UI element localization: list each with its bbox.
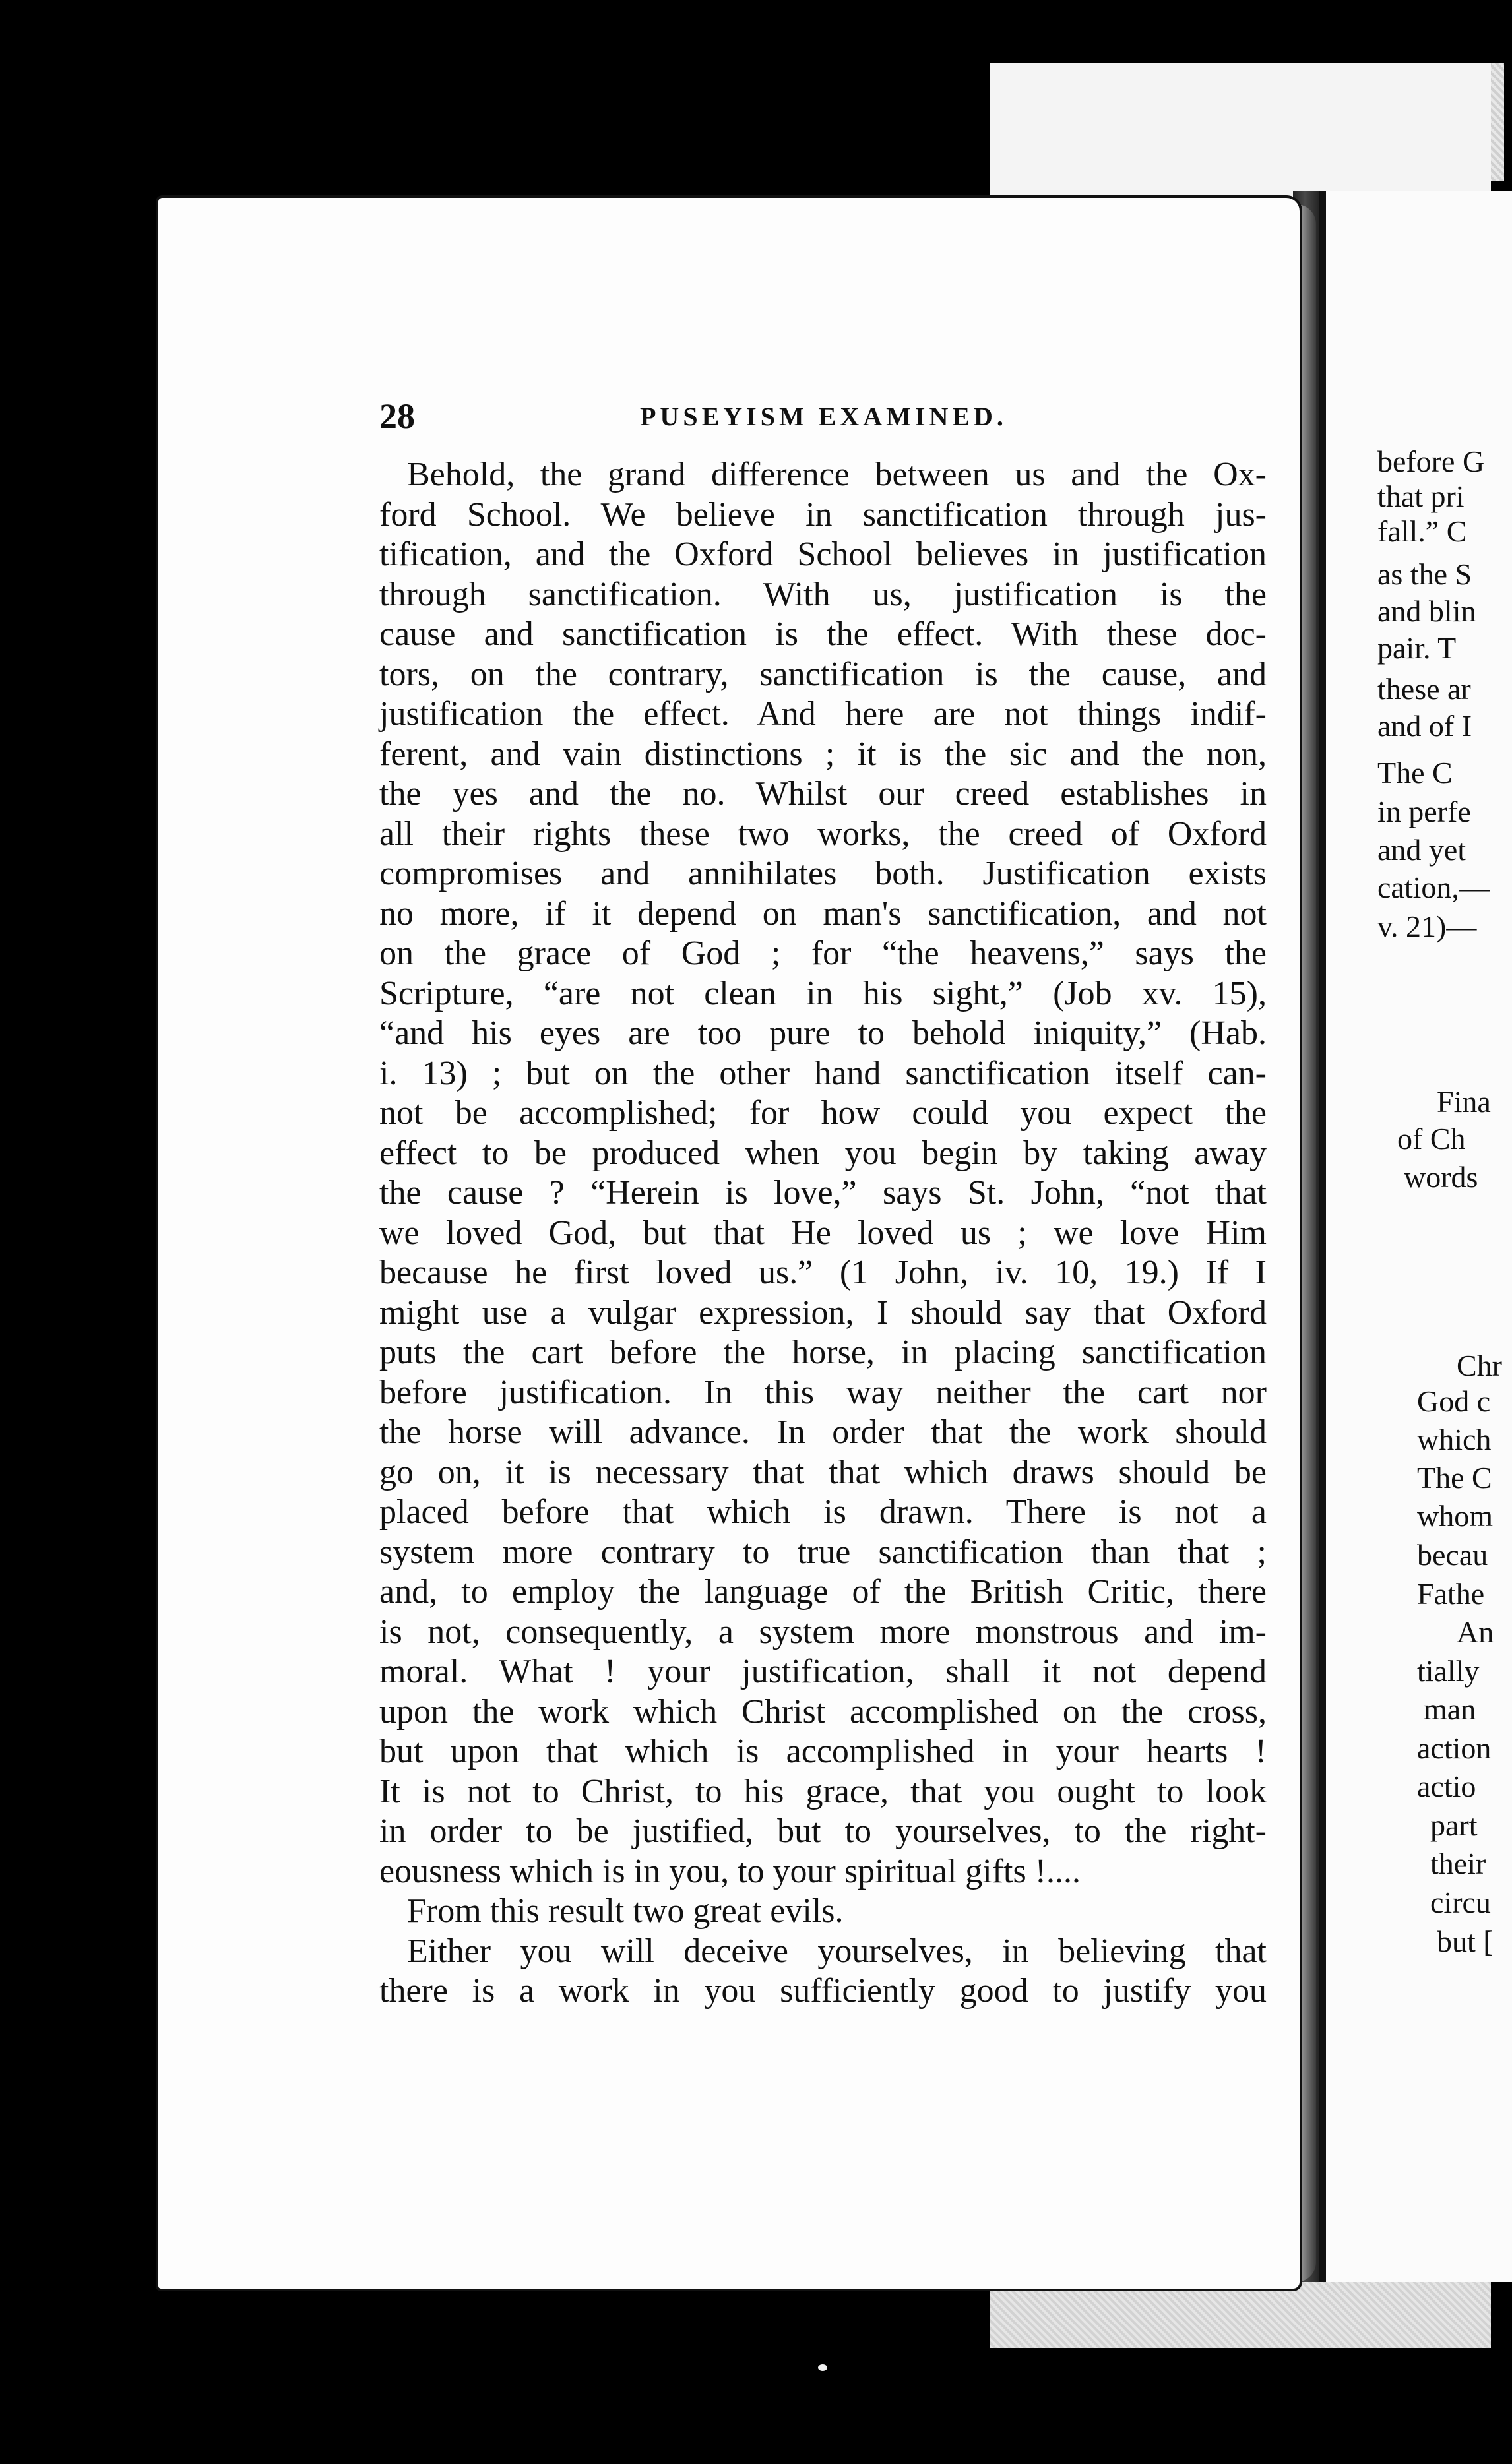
text-line: no more, if it depend on man's sanctification, and not [379, 894, 1267, 933]
running-head: PUSEYISM EXAMINED. [640, 402, 1007, 431]
facing-page-line: part [1430, 1808, 1478, 1842]
facing-page-line: these ar [1377, 672, 1471, 706]
text-line: but upon that which is accomplished in your hearts ! [379, 1733, 1267, 1770]
facing-page-line: their [1430, 1847, 1486, 1880]
facing-page-line: actio [1417, 1770, 1476, 1803]
facing-page-line: The C [1377, 756, 1453, 789]
text-line: ferent, and vain distinctions ; it is the sic and the non, [379, 735, 1267, 773]
facing-page-line: God c [1417, 1384, 1491, 1418]
text-line: system more contrary to true sanctification than that ; [379, 1533, 1267, 1571]
text-line: might use a vulgar expression, I should say that Oxford [379, 1293, 1267, 1332]
text-line: justification the effect. And here are not things indif- [379, 695, 1267, 733]
text-line: the horse will advance. In order that the work should [379, 1413, 1267, 1451]
facing-page-line: man [1424, 1692, 1476, 1726]
text-line: puts the cart before the horse, in placing sanctification [379, 1334, 1267, 1371]
scan-speck [818, 2364, 827, 2371]
facing-page-line: becau [1417, 1538, 1488, 1572]
facing-page-line: but [ [1437, 1925, 1494, 1958]
text-line: placed before that which is drawn. There is not a [379, 1493, 1267, 1531]
text-line: we loved God, but that He loved us ; we love Him [379, 1214, 1267, 1252]
facing-page-line: Fathe [1417, 1577, 1485, 1611]
facing-page-line: and yet [1377, 833, 1466, 867]
text-line: tification, and the Oxford School believes in justification [379, 536, 1267, 573]
facing-page-line: and of I [1377, 709, 1472, 743]
text-line: in order to be justified, but to yourselves, to the right- [379, 1812, 1267, 1850]
text-line: tors, on the contrary, sanctification is the cause, and [379, 655, 1267, 693]
text-line: effect to be produced when you begin by taking away [379, 1134, 1267, 1172]
text-line: there is a work in you sufficiently good to justify you [379, 1972, 1267, 2010]
text-line: not be accomplished; for how could you expect the [379, 1094, 1267, 1132]
facing-page-line: cation,— [1377, 871, 1490, 904]
facing-page-line: action [1417, 1731, 1492, 1765]
text-line: go on, it is necessary that that which draws should be [379, 1453, 1267, 1491]
facing-page-line: as the S [1377, 557, 1472, 591]
text-line: Behold, the grand difference between us and the Ox- [407, 456, 1267, 493]
text-line: and, to employ the language of the British Critic, there [379, 1573, 1267, 1611]
text-line: upon the work which Christ accomplished on the cross, [379, 1692, 1267, 1731]
text-line: before justification. In this way neither the cart nor [379, 1373, 1267, 1411]
facing-page-line: fall.” C [1377, 514, 1467, 548]
text-line: eousness which is in you, to your spiritual gifts !.... [379, 1852, 1081, 1890]
text-line: is not, consequently, a system more monstrous and im- [379, 1613, 1267, 1651]
facing-page-line: circu [1430, 1886, 1491, 1919]
facing-page-line: v. 21)— [1377, 909, 1477, 943]
text-line: From this result two great evils. [407, 1892, 844, 1930]
facing-page-line: An [1457, 1615, 1494, 1649]
text-line: cause and sanctification is the effect. With these doc- [379, 615, 1267, 653]
facing-page-line: that pri [1377, 479, 1465, 513]
text-line: Either you will deceive yourselves, in believing that [407, 1932, 1267, 1970]
page-header [379, 396, 1270, 445]
facing-page-line: before G [1377, 445, 1485, 478]
facing-page-line: of Ch [1397, 1122, 1466, 1155]
facing-page-line: in perfe [1377, 795, 1471, 828]
text-line: on the grace of God ; for “the heavens,” says the [379, 935, 1267, 972]
text-line: through sanctification. With us, justification is the [379, 575, 1267, 613]
body-text [379, 455, 1267, 2012]
facing-page-line: whom [1417, 1499, 1493, 1533]
facing-page-line: words [1404, 1160, 1478, 1194]
text-line: It is not to Christ, to his grace, that you ought to look [379, 1772, 1267, 1810]
text-line: the yes and the no. Whilst our creed establishes in [379, 775, 1267, 813]
text-line: “and his eyes are too pure to behold iniquity,” (Hab. [379, 1014, 1267, 1052]
facing-page-line: Chr [1457, 1349, 1502, 1382]
text-line: the cause ? “Herein is love,” says St. John, “not that [379, 1174, 1267, 1212]
text-line: all their rights these two works, the creed of Oxford [379, 815, 1267, 853]
text-line: Scripture, “are not clean in his sight,” (Job xv. 15), [379, 974, 1267, 1012]
facing-page-line: tially [1417, 1654, 1480, 1688]
text-line: because he first loved us.” (1 John, iv. 10, 19.) If I [379, 1254, 1267, 1291]
facing-page-line: Fina [1437, 1085, 1491, 1119]
text-line: i. 13) ; but on the other hand sanctification itself can- [379, 1054, 1267, 1092]
text-line: moral. What ! your justification, shall it not depend [379, 1653, 1267, 1690]
facing-page-line: which [1417, 1423, 1492, 1456]
facing-page-line: pair. T [1377, 631, 1457, 665]
page-number: 28 [379, 396, 415, 436]
text-line: compromises and annihilates both. Justification exists [379, 855, 1267, 892]
facing-page-line: and blin [1377, 594, 1476, 628]
facing-page-line: The C [1417, 1461, 1492, 1494]
text-line: ford School. We believe in sanctification through jus- [379, 495, 1267, 534]
